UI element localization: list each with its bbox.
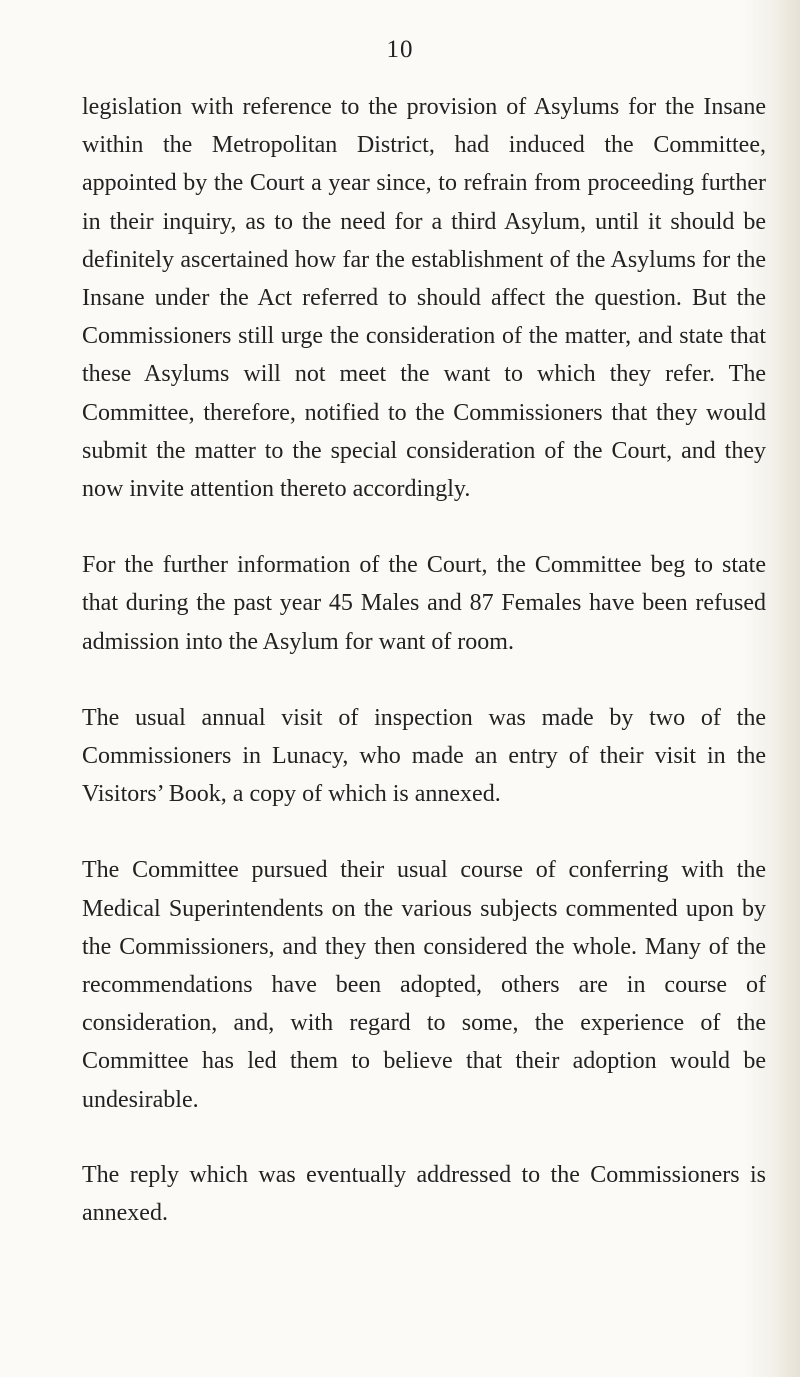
document-body	[82, 88, 766, 1232]
paragraph-refused-admissions: For the further information of the Court, the Committee beg to state that during the past year 45 Males and 87 Females have been refused admission into the Asylum for want of room.	[82, 552, 766, 655]
paragraph-annual-inspection: The usual annual visit of inspection was made by two of the Commissioners in Lunacy, who made an entry of their visit in the Visitors’ Book, a copy of which is annexed.	[82, 704, 766, 808]
paragraph-medical-superintendents: The Committee pursued their usual course of conferring with the Medical Superintendents on the various subjects commented upon by the Commissioners, and they then considered the whole. Many of the recommendations have been adopted, others are in course of consideration, and, with regard to some, the experience of the Committee has led them to believe that their adoption would be undesirable.	[82, 857, 766, 1113]
paragraph-asylum-legislation: legislation with reference to the provision of Asylums for the Insane within the Metropolitan District, had induced the Committee, appointed by the Court a year since, to refrain from proceeding further in their inquiry, as to the need for a third Asylum, until it should be definitely ascertained how far the establishment of the Asylums for the Insane under the Act referred to should affect the question. But the Commissioners still urge the consideration of the matter, and state that these Asylums will not meet the want to which they refer. The Committee, therefore, notified to the Commissioners that they would submit the matter to the special consideration of the Court, and they now invite attention thereto accordingly.	[82, 94, 766, 503]
page-number: 10	[386, 36, 414, 63]
paragraph-reply-annexed: The reply which was eventually addressed to the Commissioners is annexed.	[82, 1161, 766, 1227]
